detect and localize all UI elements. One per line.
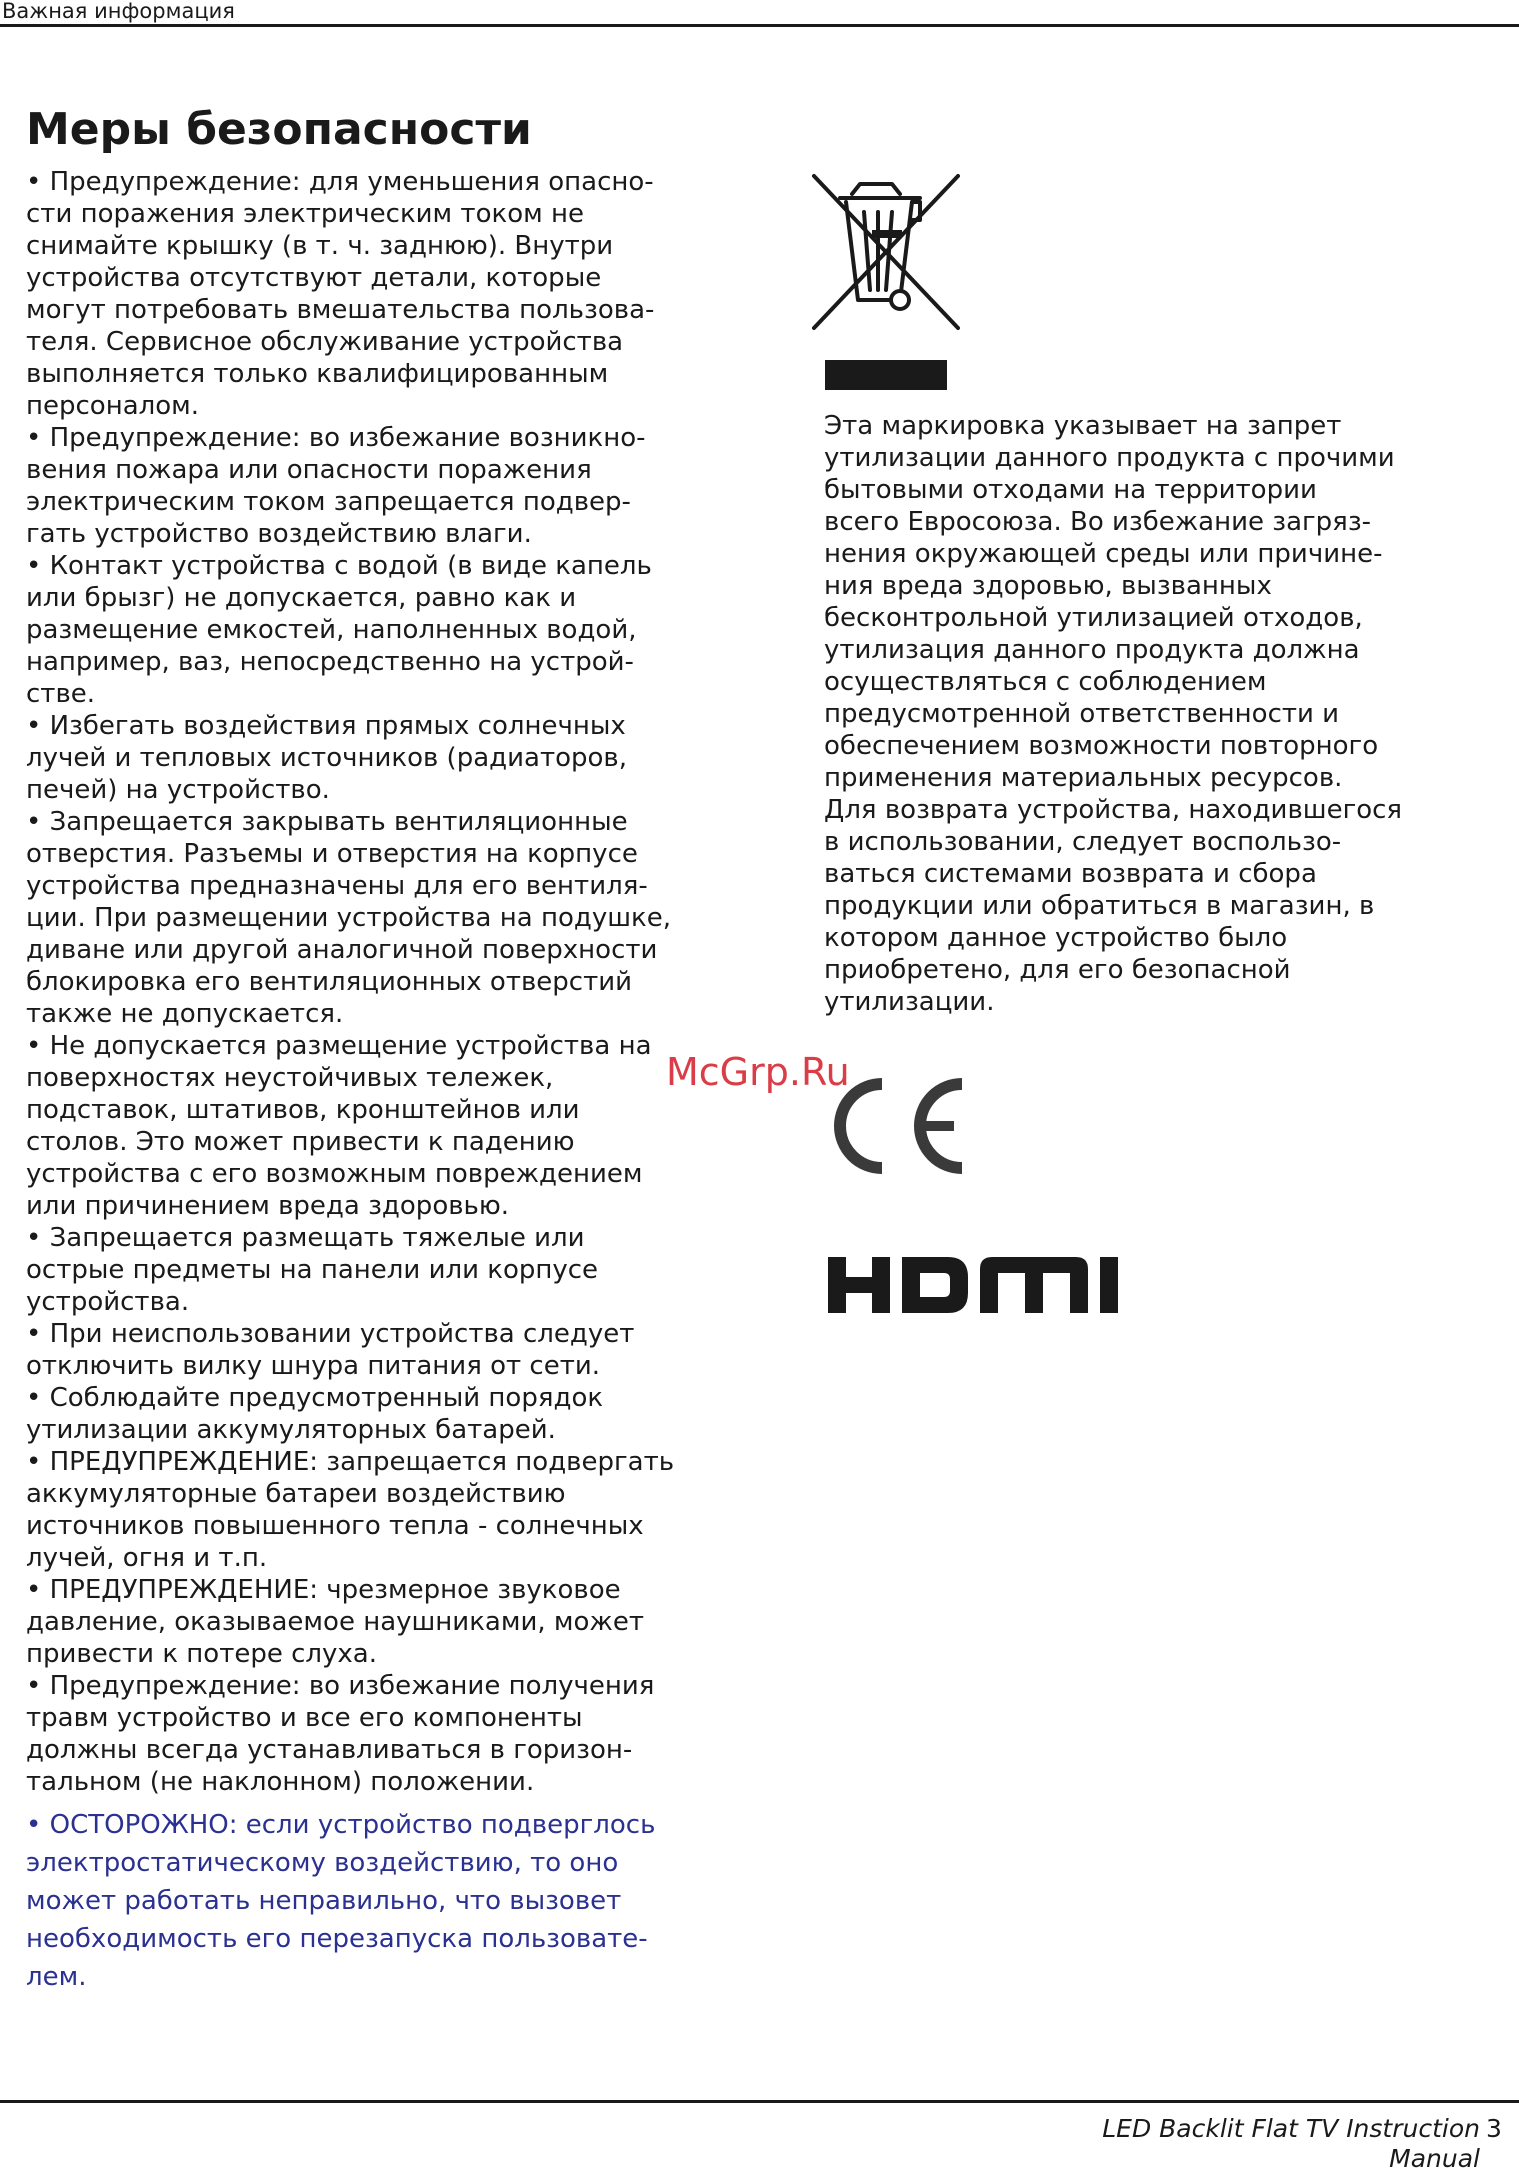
safety-paragraph: • ПРЕДУПРЕЖДЕНИЕ: запрещается подвергать аккумуляторные батареи воздействию источников повышенного тепла - солнечных лучей, огня и т.п. — [26, 1447, 675, 1573]
safety-paragraph: • Соблюдайте предусмотренный порядок утилизации аккумуляторных батарей. — [26, 1383, 604, 1445]
safety-paragraph: • При неиспользовании устройства следует отключить вилку шнура питания от сети. — [26, 1319, 635, 1381]
ce-mark-svg — [828, 1074, 974, 1178]
footer-manual-title: LED Backlit Flat TV Instruction Manual — [1102, 2114, 1480, 2173]
safety-paragraph: • Запрещается закрывать вентиляционные отверстия. Разъемы и отверстия на корпусе устройства предназначены для его вентиля- ции. При размещении устройства на подушке, диване или другой аналогичной поверхности блокировка его вентиляционных отверстий также не допускается. — [26, 807, 671, 1029]
hdmi-logo-svg — [828, 1255, 1148, 1315]
weee-disposal-text: Эта маркировка указывает на запрет утилизации данного продукта с прочими бытовыми отходами на территории всего Евросоюза. Во избежание загряз- нения окружающей среды или причине- ния вреда здоровью, вызванных бесконтрольной утилизацией отходов, утилизация данного продукта должна осуществляться с соблюдением предусмотренной ответственности и обеспечением возможности повторного применения материальных ресурсов. Для возврата устройства, находившегося в использовании, следует воспользо- ваться системами возврата и сбора продукции или обратиться в магазин, в котором данное устройство было приобретено, для его безопасной утилизации. — [824, 411, 1403, 1017]
safety-paragraph: • Предупреждение: для уменьшения опасно- сти поражения электрическим током не снимайте крышку (в т. ч. заднюю). Внутри устройства отсутствуют детали, которые могут потребовать вмешательства пользова- теля. Сервисное обслуживание устройства выполняется только квалифицированным персоналом. — [26, 167, 655, 421]
safety-paragraph: • Предупреждение: во избежание возникно- вения пожара или опасности поражения электрическим током запрещается подвер- гать устройство воздействию влаги. — [26, 423, 646, 549]
safety-paragraph: • Избегать воздействия прямых солнечных лучей и тепловых источников (радиаторов, печей) на устройство. — [26, 711, 627, 805]
crossed-out-wheelie-bin-icon — [808, 172, 964, 332]
watermark: McGrp.Ru — [666, 1050, 850, 1094]
weee-symbol-svg — [808, 172, 964, 332]
weee-bar — [825, 360, 947, 390]
safety-paragraph: • ПРЕДУПРЕЖДЕНИЕ: чрезмерное звуковое давление, оказываемое наушниками, может привести к потере слуха. — [26, 1575, 644, 1669]
section-label: Важная информация — [2, 0, 235, 23]
caution-paragraph: • ОСТОРОЖНО: если устройство подверглось электростатическому воздействию, то оно может работать неправильно, что вызовет необходимость его перезапуска пользовате- лем. — [26, 1810, 656, 1992]
safety-instructions-list — [26, 166, 746, 1996]
header-rule — [0, 24, 1519, 27]
page-title: Меры безопасности — [26, 104, 532, 155]
safety-paragraph: • Запрещается размещать тяжелые или острые предметы на панели или корпусе устройства. — [26, 1223, 599, 1317]
ce-mark-icon — [828, 1074, 974, 1178]
safety-paragraph: • Контакт устройства с водой (в виде капель или брызг) не допускается, равно как и размещение емкостей, наполненных водой, например, ваз, непосредственно на устрой- стве. — [26, 551, 652, 709]
safety-paragraph: • Не допускается размещение устройства на поверхностях неустойчивых тележек, подставок, штативов, кронштейнов или столов. Это может привести к падению устройства с его возможным повреждением или причинением вреда здоровью. — [26, 1031, 652, 1221]
page-number: 3 — [1486, 2114, 1502, 2143]
safety-paragraph: • Предупреждение: во избежание получения травм устройство и все его компоненты должны всегда устанавливаться в горизон- тальном (не наклонном) положении. — [26, 1671, 655, 1797]
hdmi-logo — [828, 1255, 1148, 1315]
footer-rule — [0, 2100, 1519, 2103]
